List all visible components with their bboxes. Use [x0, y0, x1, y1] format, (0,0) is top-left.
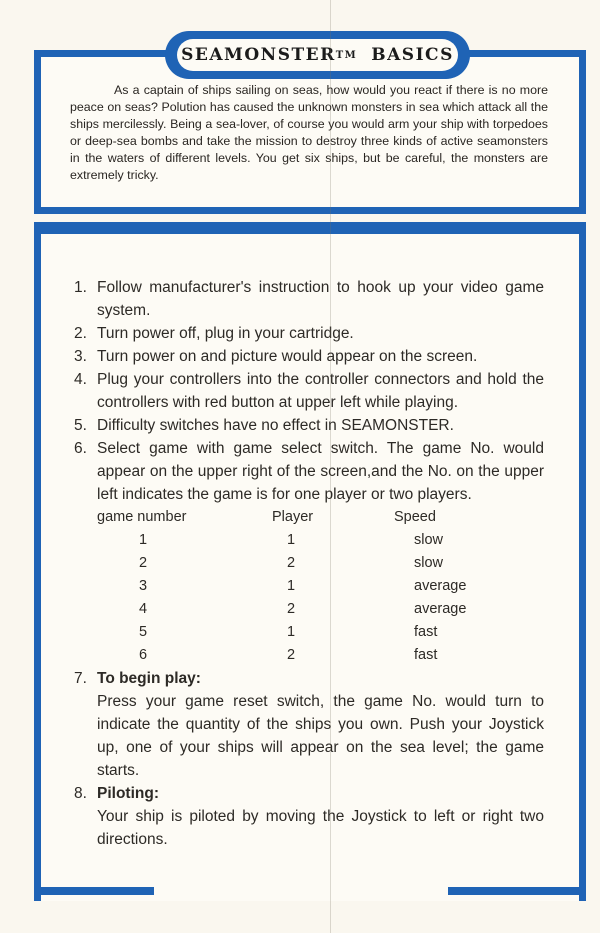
step-text: Your ship is piloted by moving the Joystick to left or right two directions. [97, 808, 544, 848]
cell-player: 2 [287, 647, 296, 663]
step-text: Follow manufacturer's instruction to hook up your video game system. [97, 279, 544, 319]
title-suffix: BASICS [371, 45, 454, 65]
cell-player: 2 [287, 555, 296, 571]
step-number: 8. [74, 785, 87, 802]
step-8 [74, 782, 544, 851]
cell-game-number: 4 [139, 601, 148, 617]
step-heading: Piloting: [97, 785, 159, 802]
game-table-header [97, 506, 537, 529]
paper-fold-line [330, 0, 331, 933]
step-text: Plug your controllers into the controller connectors and hold the controllers with red button at upper left while playing. [97, 371, 544, 411]
cell-game-number: 3 [139, 578, 148, 594]
cell-game-number: 5 [139, 624, 148, 640]
title-main: SEAMONSTER [181, 45, 336, 65]
cell-player: 1 [287, 578, 296, 594]
cell-game-number: 2 [139, 555, 148, 571]
intro-paragraph: As a captain of ships sailing on seas, how would you react if there is no more peace on seas? Polution has caused the unknown monsters in sea which attack all the ships mercilessly. Being a sea-lover, of course you would arm your ship with torpedoes or deep-sea bombs and take the mission to destroy three kinds of active seamonsters in the waters of different levels. You get six ships, but be careful, the monsters are extremely tricky. [70, 83, 548, 182]
table-row [97, 552, 537, 575]
step-heading: To begin play: [97, 670, 201, 687]
table-row [97, 529, 537, 552]
step-number: 3. [74, 348, 87, 365]
table-row [97, 575, 537, 598]
step-number: 6. [74, 440, 87, 457]
step-number: 5. [74, 417, 87, 434]
step-7 [74, 667, 544, 782]
step-text: Select game with game select switch. The game No. would appear on the upper right of the screen,and the No. on the upper left indicates the game is for one player or two players. [97, 440, 544, 503]
cell-speed: slow [414, 532, 444, 548]
cell-player: 1 [287, 532, 296, 548]
header-speed: Speed [394, 509, 436, 525]
step-4 [74, 368, 544, 414]
step-number: 4. [74, 371, 87, 388]
table-row [97, 598, 537, 621]
cell-speed: slow [414, 555, 444, 571]
step-number: 1. [74, 279, 87, 296]
table-row [97, 621, 537, 644]
step-3 [74, 345, 544, 368]
step-2 [74, 322, 544, 345]
step-text: Press your game reset switch, the game No. would turn to indicate the quantity of the ships you own. Push your Joystick up, one of your ships will appear on the sea level; the game starts. [97, 693, 544, 779]
cell-game-number: 6 [139, 647, 148, 663]
title-trademark: TM [335, 49, 358, 61]
instructions-box-bottom-left [34, 887, 154, 895]
cell-speed: fast [414, 647, 438, 663]
step-5 [74, 414, 544, 437]
game-table [97, 506, 537, 667]
header-player: Player [272, 509, 314, 525]
step-number: 2. [74, 325, 87, 342]
step-6 [74, 437, 544, 506]
instructions-box-top-border [34, 222, 586, 234]
instructions-box-bottom-right [448, 887, 586, 895]
step-1 [74, 276, 544, 322]
cell-speed: average [414, 578, 467, 594]
cell-player: 1 [287, 624, 296, 640]
step-text: Difficulty switches have no effect in SEAMONSTER. [97, 417, 454, 434]
steps-list [74, 276, 544, 851]
page-title [177, 39, 458, 71]
header-game-number: game number [97, 509, 187, 525]
cell-speed: fast [414, 624, 438, 640]
step-text: Turn power on and picture would appear on the screen. [97, 348, 478, 365]
step-number: 7. [74, 670, 87, 687]
cell-player: 2 [287, 601, 296, 617]
step-text: Turn power off, plug in your cartridge. [97, 325, 354, 342]
cell-speed: average [414, 601, 467, 617]
table-row [97, 644, 537, 667]
cell-game-number: 1 [139, 532, 148, 548]
